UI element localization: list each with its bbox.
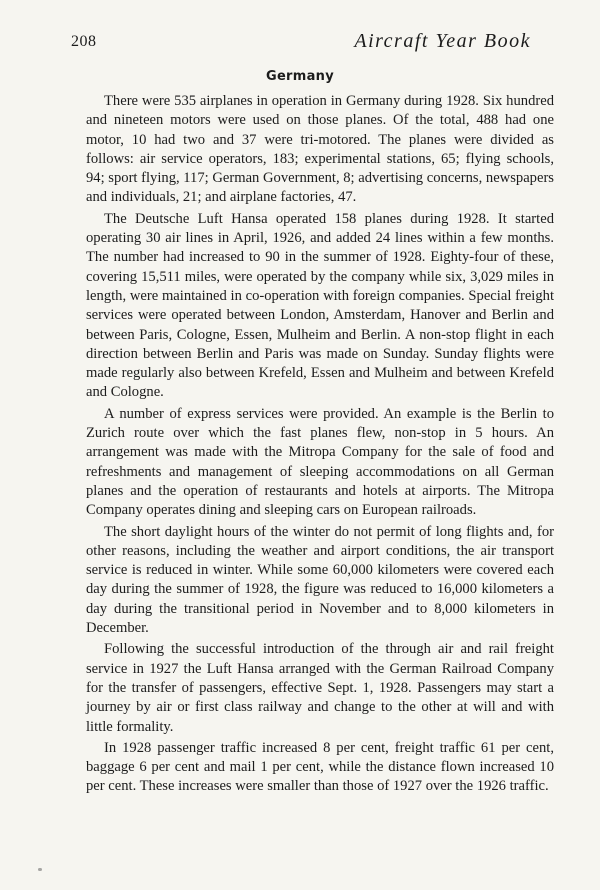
paragraph-express-services: A number of express services were provided. An example is the Berlin to Zurich route over which the fast planes flew, non-stop in 5 hours. An arrangement was made with the Mitropa Company for the sale of food and refreshments and management of sleeping accommodations on all German planes and the operation of restaurants and hotels at airports. The Mitropa Company operates dining and sleeping cars on European railroads. [86, 405, 554, 519]
paragraph-air-rail-freight: Following the successful introduction of the through air and rail freight service in 1927 the Luft Hansa arranged with the German Railroad Company for the transfer of passengers, effective Sept. 1, 1928. Passengers may start a journey by air or first class railway and change to the other at will and with little formality. [86, 641, 554, 735]
book-title: Aircraft Year Book [354, 30, 531, 52]
paragraph-airplanes-count: There were 535 airplanes in operation in Germany during 1928. Six hundred and nineteen motors were used on those planes. Of the total, 488 had one motor, 10 had two and 37 were tri-motored. The planes were divided as follows: air service operators, 183; experimental stations, 65; flying schools, 94; sport flying, 117; German Government, 8; advertising concerns, newspapers and individuals, 21; and airplane factories, 47. [86, 93, 554, 206]
body-text [86, 92, 554, 799]
paper-speck [38, 868, 42, 871]
paragraph-traffic-increase: In 1928 passenger traffic increased 8 per cent, freight traffic 61 per cent, baggage 6 per cent and mail 1 per cent, while the distance flown increased 10 per cent. These increases were smaller than those of 1927 over the 1926 traffic. [86, 739, 554, 795]
page-number: 208 [71, 33, 97, 50]
paragraph-winter-service: The short daylight hours of the winter do not permit of long flights and, for other reasons, including the weather and airport conditions, the air transport service is reduced in winter. While some 60,000 kilometers were covered each day during the summer of 1928, the figure was reduced to 16,000 kilometers a day during the transitional period in November and to 8,000 kilometers in December. [86, 523, 554, 637]
section-heading: Germany [265, 69, 335, 84]
paragraph-luft-hansa: The Deutsche Luft Hansa operated 158 planes during 1928. It started operating 30 air lines in April, 1926, and added 24 lines within a few months. The number had increased to 90 in the summer of 1928. Eighty-four of these, covering 15,511 miles, were operated by the company while six, 3,029 miles in length, were maintained in co-operation with foreign companies. Special freight services were operated between London, Amsterdam, Hanover and Berlin and between Paris, Cologne, Essen, Mulheim and Berlin. A non-stop flight in each direction between Berlin and Paris was made on Sunday. Sunday flights were made regularly also between Krefeld, Essen and Mulheim and between Krefeld and Cologne. [86, 210, 554, 401]
running-head [71, 30, 531, 56]
